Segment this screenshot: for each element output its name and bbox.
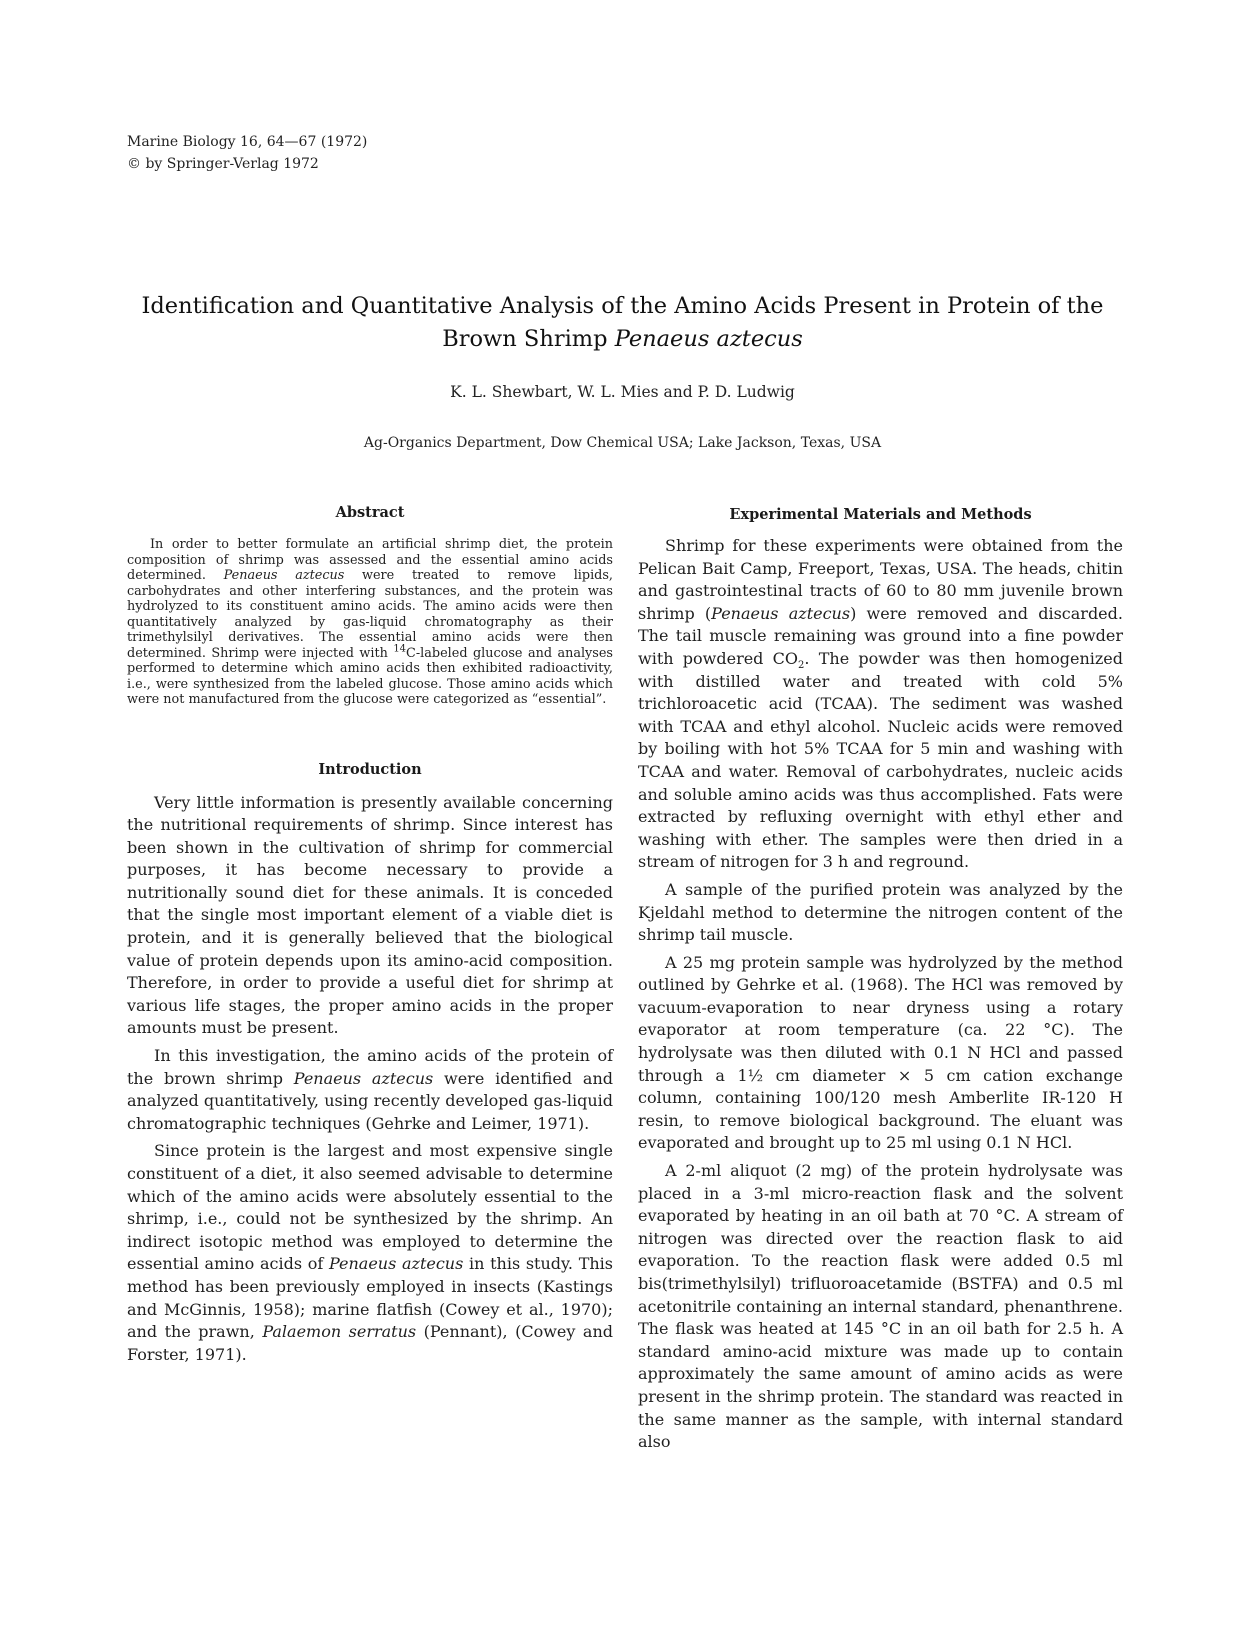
column-diameter-fraction: 1½ <box>737 1065 764 1085</box>
methods-heading: Experimental Materials and Methods <box>729 506 1032 523</box>
author-list: K. L. Shewbart, W. L. Mies and P. D. Ludwig <box>450 383 795 401</box>
intro-paragraph-1: Very little information is presently available concerning the nutritional requirements of shrimp. Since interest has been shown in the cultivation of shrimp for commercial purposes, it has become necessary to provide a nutritionally sound diet for these animals. It is conceded that the single most important element of a viable diet is protein, and it is generally believed that the biological value of protein depends upon its amino-acid composition. Therefore, in order to provide a useful diet for shrimp at various life stages, the proper amino acids in the proper amounts must be present. <box>127 792 613 1038</box>
abstract-species: Penaeus aztecus <box>223 568 345 583</box>
intro-p3-text-b: in this study. This method has been previously employed in insects (Kastings and McGinnis, 1958); marine flatfish (Cowey et al., 1970); and the prawn, <box>127 1254 613 1342</box>
methods-paragraph-3 <box>638 952 1123 1155</box>
journal-citation: Marine Biology 16, 64—67 (1972) <box>127 134 368 150</box>
co2-subscript: 2 <box>798 660 805 672</box>
journal-header <box>127 131 367 175</box>
methods-p1-species: Penaeus aztecus <box>711 603 851 623</box>
copyright-notice: © by Springer-Verlag 1972 <box>127 156 319 172</box>
abstract-text-1: In order to better formulate an artificial shrimp diet, the protein composition of shrimp was assessed and the essential amino acids determined. <box>127 537 613 583</box>
methods-body <box>638 535 1123 1454</box>
methods-paragraph-1 <box>638 535 1123 874</box>
intro-paragraph-3 <box>127 1140 613 1366</box>
intro-p2-text-b: were identified and analyzed quantitatively, using recently developed gas-liquid chromatographic techniques (Gehrke and Leimer, 1971). <box>127 1068 613 1133</box>
methods-p1-text-b: ) were removed and discarded. The tail muscle remaining was ground into a fine powder with powdered CO <box>638 603 1123 668</box>
left-column <box>127 503 613 1371</box>
intro-p3-text-a: Since protein is the largest and most expensive single constituent of a diet, it also seemed advisable to determine which of the amino acids were absolutely essential to the shrimp, i.e., could not be synthesized by the shrimp. An indirect isotopic method was employed to determine the essential amino acids of <box>127 1141 613 1274</box>
intro-p3-species-1: Penaeus aztecus <box>328 1254 464 1274</box>
right-column <box>638 505 1123 1459</box>
methods-p1-text-c: . The powder was then homogenized with distilled water and treated with cold 5% trichloroacetic acid (TCAA). The sediment was washed with TCAA and ethyl alcohol. Nucleic acids were removed by boiling with hot 5% TCAA for 5 min and washing with TCAA and water. Removal of carbohydrates, nucleic acids and soluble amino acids was thus accomplished. Fats were extracted by refluxing overnight with ethyl ether and washing with ether. The samples were then dried in a stream of nitrogen for 3 h and reground. <box>638 648 1124 872</box>
introduction-body <box>127 792 613 1367</box>
introduction-heading: Introduction <box>318 760 422 778</box>
methods-p1-text-a: Shrimp for these experiments were obtained from the Pelican Bait Camp, Freeport, Texas, USA. The heads, chitin and gastrointestinal tracts of 60 to 80 mm juvenile brown shrimp ( <box>638 536 1123 623</box>
methods-paragraph-4: A 2-ml aliquot (2 mg) of the protein hydrolysate was placed in a 3-ml micro-reaction flask and the solvent evaporated by heating in an oil bath at 70 °C. A stream of nitrogen was directed over the reaction flask to aid evaporation. To the reaction flask were added 0.5 ml bis(trimethylsilyl) trifluoroacetamide (BSTFA) and 0.5 ml acetonitrile containing an internal standard, phenanthrene. The flask was heated at 145 °C in an oil bath for 2.5 h. A standard amino-acid mixture was made up to contain approximately the same amount of amino acids as were present in the shrimp protein. The standard was reacted in the same manner as the sample, with internal standard also <box>638 1161 1123 1452</box>
intro-p3-text-c: (Pennant), (Cowey and Forster, 1971). <box>127 1322 614 1364</box>
methods-p3-text-b: cm diameter × 5 cm cation exchange column, containing 100/120 mesh Amberlite IR-120 H resin, to remove biological background. The eluant was evaporated and brought up to 25 ml using 0.1 N HCl. <box>638 1065 1124 1153</box>
title-species-name: Penaeus aztecus <box>614 326 803 352</box>
abstract-text-2: were treated to remove lipids, carbohydrates and other interfering substances, and the protein was hydrolyzed to its constituent amino acids. The amino acids were then quantitatively analyzed by gas-liquid chromatography as their trimethylsilyl derivatives. The essential amino acids were then determined. Shrimp were injected with <box>127 568 614 661</box>
title-line-2-text: Brown Shrimp <box>442 326 615 352</box>
abstract-heading: Abstract <box>335 504 405 521</box>
affiliation: Ag-Organics Department, Dow Chemical USA; Lake Jackson, Texas, USA <box>363 435 882 451</box>
title-line-2 <box>80 323 1165 356</box>
abstract-text-3: C-labeled glucose and analyses performed to determine which amino acids then exhibited radioactivity, i.e., were synthesized from the labeled glucose. Those amino acids which were not manufactured from the glucose were categorized as “essential”. <box>127 645 613 707</box>
isotope-superscript: 14 <box>393 643 407 655</box>
paper-title <box>80 290 1165 356</box>
intro-paragraph-2 <box>127 1045 613 1135</box>
abstract-body <box>127 537 613 708</box>
intro-p3-species-2: Palaemon serratus <box>262 1322 417 1342</box>
methods-p3-text-a: A 25 mg protein sample was hydrolyzed by the method outlined by Gehrke et al. (1968). The HCl was removed by vacuum-evaporation to near dryness using a rotary evaporator at room temperature (ca. 22 °C). The hydrolysate was then diluted with 0.1 N HCl and passed through a <box>638 952 1123 1085</box>
title-line-1: Identification and Quantitative Analysis of the Amino Acids Present in Protein of the <box>141 293 1104 319</box>
intro-p2-text-a: In this investigation, the amino acids of the protein of the brown shrimp <box>127 1046 613 1088</box>
intro-p2-species: Penaeus aztecus <box>293 1068 434 1088</box>
methods-paragraph-2: A sample of the purified protein was analyzed by the Kjeldahl method to determine the nitrogen content of the shrimp tail muscle. <box>638 879 1123 945</box>
